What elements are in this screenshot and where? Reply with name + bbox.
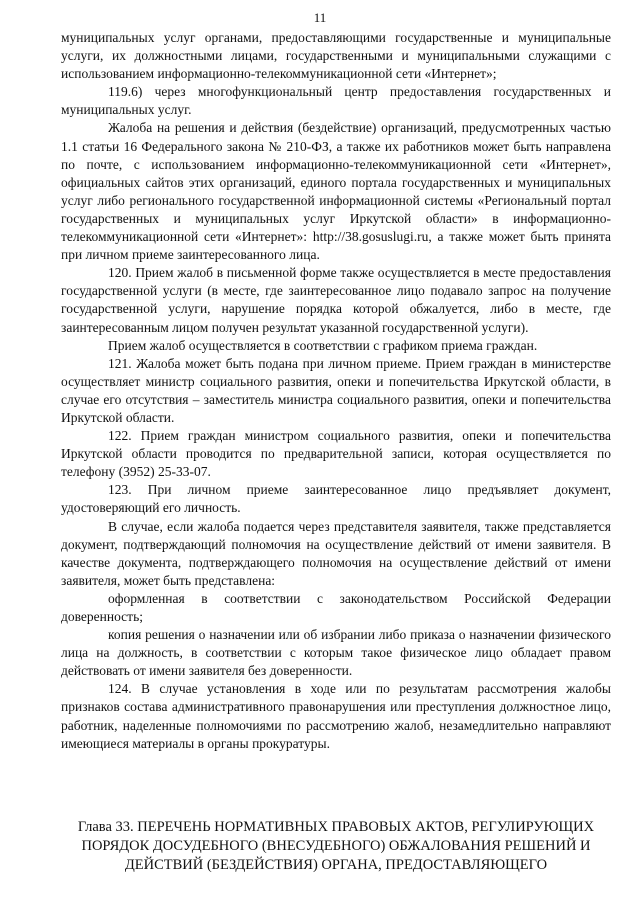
document-body [61,29,611,753]
paragraph: муниципальных услуг органами, предоставляющими государственные и муниципальные услуги, их должностными лицами, государственными и муниципальными служащими с использованием информационно-телекоммуникационной сети «Интернет»; [61,30,611,82]
paragraph: оформленная в соответствии с законодательством Российской Федерации доверенность; [61,590,611,624]
chapter-heading: Глава 33. ПЕРЕЧЕНЬ НОРМАТИВНЫХ ПРАВОВЫХ АКТОВ, РЕГУЛИРУЮЩИХ ПОРЯДОК ДОСУДЕБНОГО (ВНЕСУДЕБНОГО) ОБЖАЛОВАНИЯ РЕШЕНИЙ И ДЕЙСТВИЙ (БЕЗДЕЙСТВИЯ) ОРГАНА, ПРЕДОСТАВЛЯЮЩЕГО [77,819,595,873]
paragraph: 120. Прием жалоб в письменной форме также осуществляется в месте предоставления государственной услуги (в месте, где заинтересованное лицо подавало запрос на получение государственной услуги, нарушение порядка которой обжалуется, либо в месте, где заинтересованным лицом получен результат указанной государственной услуги). [61,265,611,335]
paragraph: 121. Жалоба может быть подана при личном приеме. Прием граждан в министерстве осуществляет министр социального развития, опеки и попечительства Иркутской области, в случае его отсутствия – заместитель министра социального развития, опеки и попечительства Иркутской области. [61,355,611,425]
paragraph: 123. При личном приеме заинтересованное лицо предъявляет документ, удостоверяющий его личность. [61,482,611,516]
paragraph: 124. В случае установления в ходе или по результатам рассмотрения жалобы признаков состава административного правонарушения или преступления должностное лицо, работник, наделенные полномочиями по рассмотрению жалоб, незамедлительно направляют имеющиеся материалы в органы прокуратуры. [61,681,611,751]
paragraph: 122. Прием граждан министром социального развития, опеки и попечительства Иркутской области проводится по предварительной записи, которая осуществляется по телефону (3952) 25-33-07. [61,428,611,480]
page-number: 11 [313,10,327,25]
paragraph: Жалоба на решения и действия (бездействие) организаций, предусмотренных частью 1.1 статьи 16 Федерального закона № 210-ФЗ, а также их работников может быть направлена по почте, с использованием информационно-телекоммуникационной сети «Интернет», официальных сайтов этих организаций, единого портала государственных и муниципальных услуг либо регионального государственной информационной системы «Региональный портал государственных и муниципальных услуг Иркутской области» в информационно-телекоммуникационной сети «Интернет»: http://38.gosuslugi.ru, а также может быть принята при личном приеме заинтересованного лица. [61,120,611,263]
paragraph: копия решения о назначении или об избрании либо приказа о назначении физического лица на должность, в соответствии с которым такое физическое лицо обладает правом действовать от имени заявителя без доверенности. [61,627,611,679]
paragraph: 119.6) через многофункциональный центр предоставления государственных и муниципальных услуг. [61,84,611,118]
paragraph: Прием жалоб осуществляется в соответствии с графиком приема граждан. [108,337,538,353]
paragraph: В случае, если жалоба подается через представителя заявителя, также представляется документ, подтверждающий полномочия на осуществление действий от имени заявителя. В качестве документа, подтверждающего полномочия на осуществление действий от имени заявителя, может быть представлена: [61,518,611,588]
